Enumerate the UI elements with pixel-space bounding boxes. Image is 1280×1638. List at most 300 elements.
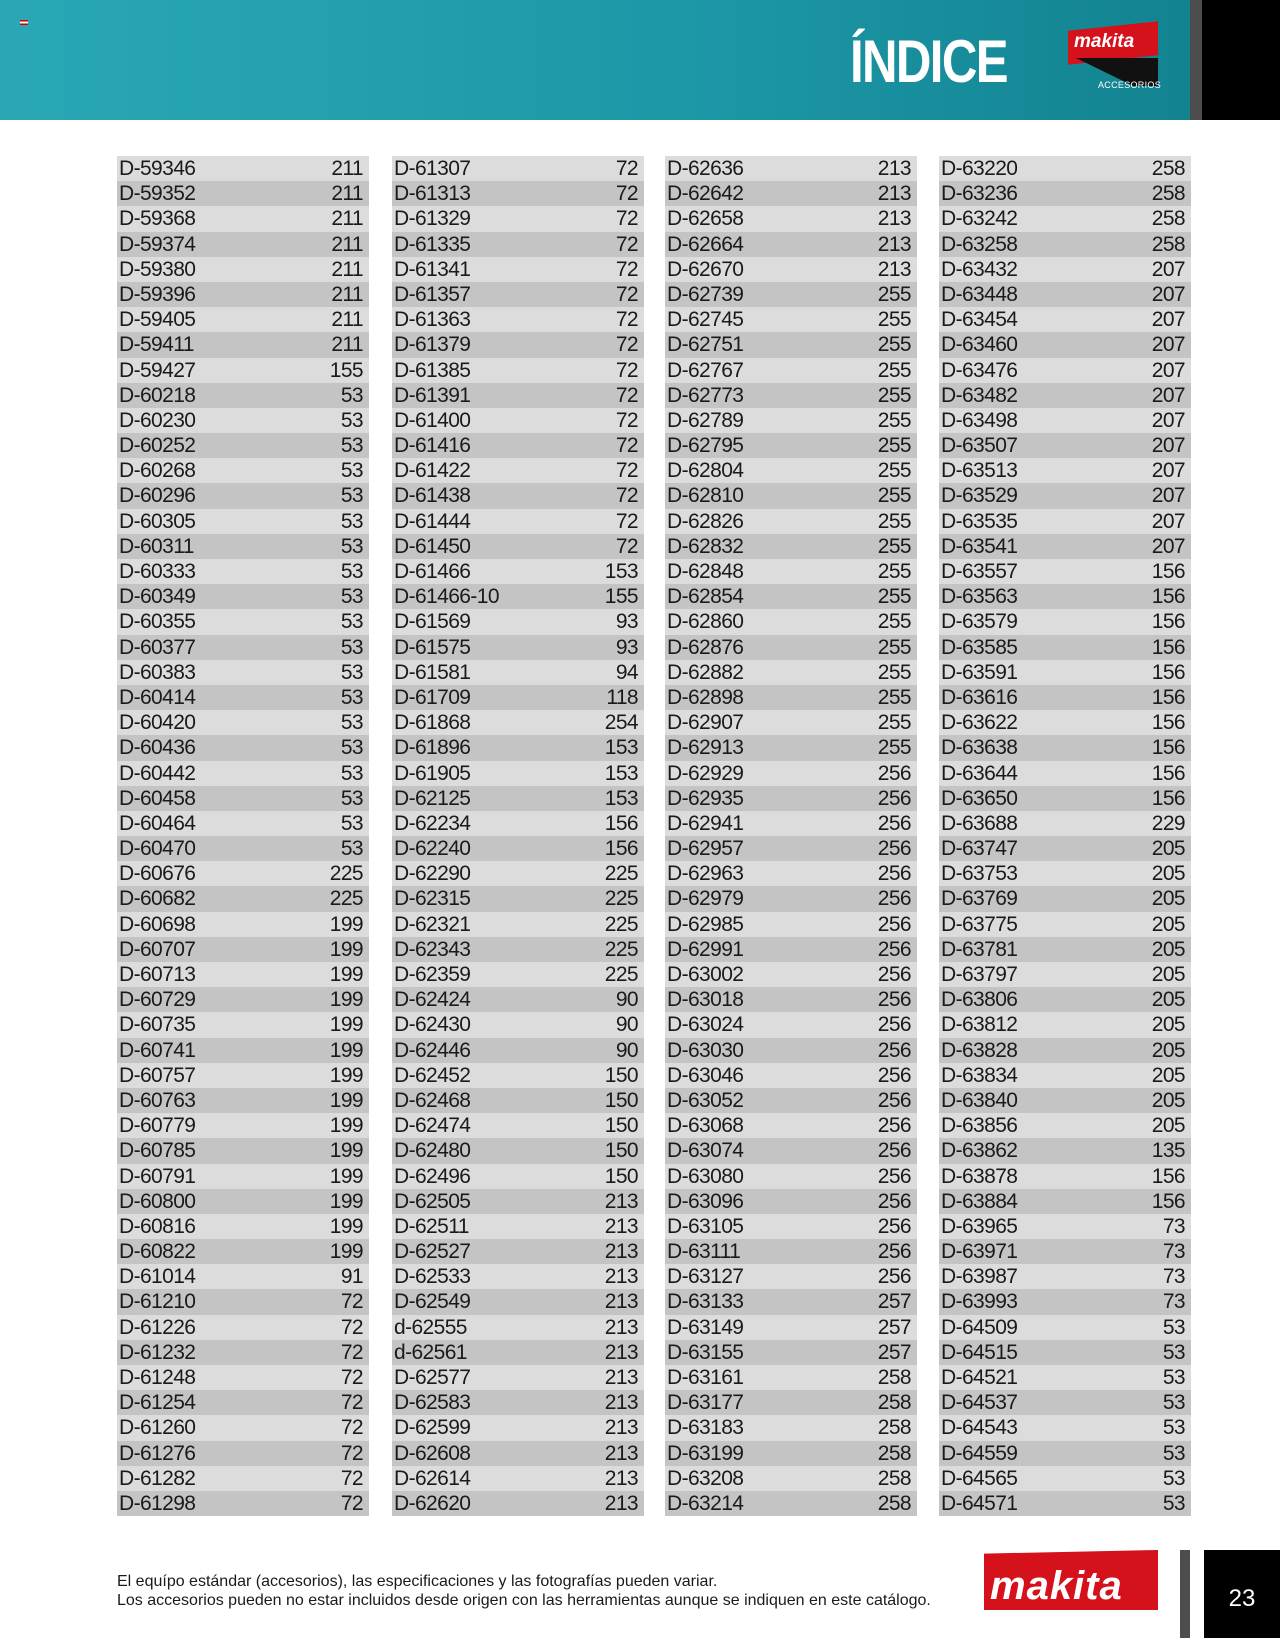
table-row bbox=[939, 509, 1191, 534]
table-row bbox=[117, 509, 369, 534]
table-row bbox=[392, 786, 644, 811]
product-code: D-60349 bbox=[119, 585, 196, 609]
product-code: D-60785 bbox=[119, 1139, 196, 1163]
table-row bbox=[665, 1289, 917, 1314]
product-code: D-62636 bbox=[667, 157, 744, 180]
product-code: D-61313 bbox=[394, 182, 471, 206]
page-reference: 199 bbox=[329, 1063, 363, 1087]
page-reference: 255 bbox=[877, 610, 911, 634]
page-reference: 53 bbox=[340, 434, 363, 458]
product-code: D-60218 bbox=[119, 383, 196, 407]
page-reference: 53 bbox=[340, 811, 363, 835]
table-row bbox=[392, 433, 644, 458]
table-row bbox=[939, 761, 1191, 786]
table-row bbox=[392, 1289, 644, 1314]
header-grey-stripe bbox=[1190, 0, 1202, 120]
product-code: D-63018 bbox=[667, 988, 744, 1012]
page-reference: 255 bbox=[877, 383, 911, 407]
product-code: D-63834 bbox=[941, 1063, 1018, 1087]
table-row bbox=[392, 1189, 644, 1214]
table-row bbox=[939, 861, 1191, 886]
product-code: D-62882 bbox=[667, 660, 744, 684]
table-row bbox=[117, 761, 369, 786]
table-row bbox=[392, 1239, 644, 1264]
product-code: D-62480 bbox=[394, 1139, 471, 1163]
product-code: D-61298 bbox=[119, 1491, 196, 1515]
table-row bbox=[939, 181, 1191, 206]
page-reference: 118 bbox=[606, 685, 638, 709]
page-reference: 72 bbox=[615, 207, 638, 231]
page-reference: 155 bbox=[329, 358, 363, 382]
product-code: D-63127 bbox=[667, 1265, 744, 1289]
page-reference: 153 bbox=[604, 560, 638, 583]
table-row bbox=[939, 1038, 1191, 1063]
table-row bbox=[392, 1415, 644, 1440]
page-reference: 199 bbox=[329, 1139, 363, 1163]
table-row bbox=[939, 1340, 1191, 1365]
product-code: D-62979 bbox=[667, 887, 744, 911]
page-reference: 257 bbox=[877, 1315, 911, 1339]
product-code: D-60822 bbox=[119, 1240, 196, 1264]
product-code: D-60383 bbox=[119, 660, 196, 684]
table-row bbox=[392, 257, 644, 282]
product-code: D-59427 bbox=[119, 358, 196, 382]
table-row bbox=[939, 1264, 1191, 1289]
page-reference: 150 bbox=[604, 1139, 638, 1163]
page-reference: 211 bbox=[331, 232, 363, 256]
table-row bbox=[939, 307, 1191, 332]
page-reference: 205 bbox=[1151, 988, 1185, 1012]
page-reference: 255 bbox=[877, 660, 911, 684]
page-reference: 213 bbox=[877, 257, 911, 281]
page-reference: 255 bbox=[877, 459, 911, 483]
product-code: D-60464 bbox=[119, 811, 196, 835]
product-code: D-63971 bbox=[941, 1240, 1018, 1264]
product-code: D-60698 bbox=[119, 912, 196, 936]
table-row bbox=[392, 458, 644, 483]
product-code: D-60420 bbox=[119, 711, 196, 735]
product-code: D-60682 bbox=[119, 887, 196, 911]
table-row bbox=[392, 1315, 644, 1340]
table-row bbox=[392, 282, 644, 307]
product-code: D-61581 bbox=[394, 660, 471, 684]
page-reference: 156 bbox=[604, 811, 638, 835]
page-reference: 205 bbox=[1151, 862, 1185, 886]
table-row bbox=[665, 358, 917, 383]
page-reference: 211 bbox=[331, 257, 363, 281]
page-reference: 53 bbox=[340, 837, 363, 861]
page-reference: 255 bbox=[877, 685, 911, 709]
table-row bbox=[117, 282, 369, 307]
table-row bbox=[392, 1264, 644, 1289]
page-reference: 225 bbox=[329, 862, 363, 886]
table-row bbox=[939, 1012, 1191, 1037]
table-row bbox=[665, 1390, 917, 1415]
table-row bbox=[392, 156, 644, 181]
product-code: D-62664 bbox=[667, 232, 744, 256]
page-reference: 256 bbox=[877, 1114, 911, 1138]
table-row bbox=[117, 811, 369, 836]
page-reference: 256 bbox=[877, 811, 911, 835]
page-reference: 257 bbox=[877, 1340, 911, 1364]
page-reference: 156 bbox=[1151, 761, 1185, 785]
product-code: D-62832 bbox=[667, 534, 744, 558]
page-reference: 255 bbox=[877, 282, 911, 306]
table-row bbox=[665, 710, 917, 735]
page-reference: 53 bbox=[1162, 1315, 1185, 1339]
product-code: D-61868 bbox=[394, 711, 471, 735]
page-reference: 205 bbox=[1151, 887, 1185, 911]
page-reference: 256 bbox=[877, 1164, 911, 1188]
table-row bbox=[665, 559, 917, 584]
product-code: D-63638 bbox=[941, 736, 1018, 760]
table-row bbox=[117, 232, 369, 257]
product-code: D-61400 bbox=[394, 408, 471, 432]
page-reference: 53 bbox=[340, 711, 363, 735]
page-reference: 256 bbox=[877, 761, 911, 785]
table-row bbox=[117, 1365, 369, 1390]
footer-line-1: El equípo estándar (accesorios), las especificaciones y las fotografías pueden variar. bbox=[117, 1573, 718, 1590]
page-reference: 53 bbox=[340, 761, 363, 785]
page-reference: 256 bbox=[877, 1038, 911, 1062]
makita-footer-logo bbox=[984, 1550, 1158, 1610]
table-row bbox=[939, 836, 1191, 861]
page-reference: 255 bbox=[877, 509, 911, 533]
product-code: D-62577 bbox=[394, 1366, 471, 1389]
table-row bbox=[939, 811, 1191, 836]
product-code: D-60707 bbox=[119, 937, 196, 961]
product-code: D-60763 bbox=[119, 1088, 196, 1112]
table-row bbox=[392, 886, 644, 911]
page-reference: 72 bbox=[615, 408, 638, 432]
table-row bbox=[665, 433, 917, 458]
product-code: D-62739 bbox=[667, 282, 744, 306]
page-reference: 156 bbox=[1151, 560, 1185, 583]
product-code: D-63052 bbox=[667, 1088, 744, 1112]
table-row bbox=[392, 307, 644, 332]
product-code: D-62789 bbox=[667, 408, 744, 432]
page-reference: 72 bbox=[340, 1290, 363, 1314]
page-reference: 255 bbox=[877, 534, 911, 558]
footer-disclaimer bbox=[117, 1572, 931, 1610]
page-reference: 255 bbox=[877, 711, 911, 735]
page-reference: 199 bbox=[329, 1164, 363, 1188]
product-code: D-62614 bbox=[394, 1466, 471, 1490]
table-row bbox=[392, 861, 644, 886]
product-code: D-61466-10 bbox=[394, 585, 499, 609]
product-code: D-62505 bbox=[394, 1189, 471, 1213]
product-code: D-63797 bbox=[941, 963, 1018, 986]
page-reference: 258 bbox=[877, 1441, 911, 1465]
product-code: D-62767 bbox=[667, 358, 744, 382]
table-row bbox=[939, 1214, 1191, 1239]
table-row bbox=[665, 232, 917, 257]
product-code: D-62854 bbox=[667, 585, 744, 609]
page-reference: 199 bbox=[329, 963, 363, 986]
product-code: D-60311 bbox=[119, 534, 194, 558]
product-code: D-61329 bbox=[394, 207, 471, 231]
page-reference: 256 bbox=[877, 1013, 911, 1037]
table-row bbox=[665, 609, 917, 634]
product-code: D-59396 bbox=[119, 282, 196, 306]
table-row bbox=[392, 735, 644, 760]
page-reference: 225 bbox=[604, 862, 638, 886]
product-code: D-61260 bbox=[119, 1416, 196, 1440]
page-reference: 225 bbox=[329, 887, 363, 911]
product-code: D-63529 bbox=[941, 484, 1018, 508]
product-code: D-62234 bbox=[394, 811, 471, 835]
product-code: D-64559 bbox=[941, 1441, 1018, 1465]
page-reference: 258 bbox=[1151, 157, 1185, 180]
table-row bbox=[392, 1138, 644, 1163]
product-code: D-63878 bbox=[941, 1164, 1018, 1188]
product-code: D-61210 bbox=[119, 1290, 196, 1314]
product-code: D-60230 bbox=[119, 408, 196, 432]
page-reference: 53 bbox=[340, 509, 363, 533]
page-reference: 53 bbox=[340, 736, 363, 760]
footer-line-2: Los accesorios pueden no estar incluidos desde origen con las herramientas aunque se indiquen en este catálogo. bbox=[117, 1592, 931, 1609]
product-code: D-63622 bbox=[941, 711, 1018, 735]
product-code: D-61363 bbox=[394, 308, 471, 332]
product-code: D-63002 bbox=[667, 963, 744, 986]
page-reference: 205 bbox=[1151, 912, 1185, 936]
page-reference: 213 bbox=[604, 1214, 638, 1238]
product-code: D-63828 bbox=[941, 1038, 1018, 1062]
product-code: D-63563 bbox=[941, 585, 1018, 609]
table-row bbox=[392, 358, 644, 383]
product-code: D-63208 bbox=[667, 1466, 744, 1490]
table-row bbox=[117, 685, 369, 710]
page-reference: 213 bbox=[604, 1466, 638, 1490]
page-reference: 213 bbox=[604, 1366, 638, 1389]
footer-grey-stripe bbox=[1180, 1550, 1190, 1638]
table-row bbox=[117, 1289, 369, 1314]
page-reference: 255 bbox=[877, 358, 911, 382]
product-code: D-60442 bbox=[119, 761, 196, 785]
page-reference: 207 bbox=[1151, 282, 1185, 306]
product-code: D-62991 bbox=[667, 937, 744, 961]
page-reference: 258 bbox=[1151, 232, 1185, 256]
table-row bbox=[939, 282, 1191, 307]
product-code: D-63214 bbox=[667, 1491, 744, 1515]
table-row bbox=[117, 609, 369, 634]
table-row bbox=[939, 1390, 1191, 1415]
product-code: D-60713 bbox=[119, 963, 196, 986]
table-row bbox=[939, 685, 1191, 710]
product-code: D-63096 bbox=[667, 1189, 744, 1213]
table-row bbox=[117, 1214, 369, 1239]
table-row bbox=[392, 332, 644, 357]
product-code: D-63591 bbox=[941, 660, 1018, 684]
table-row bbox=[392, 1038, 644, 1063]
table-row bbox=[939, 584, 1191, 609]
page-reference: 153 bbox=[604, 786, 638, 810]
table-row bbox=[665, 1441, 917, 1466]
product-code: D-63074 bbox=[667, 1139, 744, 1163]
product-code: D-62452 bbox=[394, 1063, 471, 1087]
table-row bbox=[117, 1012, 369, 1037]
table-row bbox=[392, 1340, 644, 1365]
product-code: D-62929 bbox=[667, 761, 744, 785]
page-reference: 72 bbox=[340, 1491, 363, 1515]
page-reference: 53 bbox=[340, 459, 363, 483]
table-row bbox=[939, 987, 1191, 1012]
table-row bbox=[117, 181, 369, 206]
page-reference: 199 bbox=[329, 1240, 363, 1264]
page-reference: 207 bbox=[1151, 333, 1185, 357]
table-row bbox=[665, 383, 917, 408]
table-row bbox=[939, 156, 1191, 181]
table-row bbox=[939, 1491, 1191, 1516]
product-code: D-64521 bbox=[941, 1366, 1018, 1389]
table-row bbox=[665, 811, 917, 836]
table-row bbox=[665, 1264, 917, 1289]
product-code: D-62848 bbox=[667, 560, 744, 583]
page-reference: 156 bbox=[1151, 660, 1185, 684]
table-row bbox=[392, 987, 644, 1012]
index-column-1 bbox=[117, 156, 369, 1516]
page-reference: 207 bbox=[1151, 358, 1185, 382]
table-row bbox=[939, 609, 1191, 634]
product-code: D-63775 bbox=[941, 912, 1018, 936]
page-reference: 72 bbox=[340, 1366, 363, 1389]
table-row bbox=[392, 181, 644, 206]
product-code: D-61379 bbox=[394, 333, 471, 357]
page-reference: 207 bbox=[1151, 434, 1185, 458]
product-code: D-63177 bbox=[667, 1391, 744, 1415]
page-reference: 72 bbox=[340, 1340, 363, 1364]
table-row bbox=[665, 1365, 917, 1390]
page-reference: 256 bbox=[877, 1139, 911, 1163]
product-code: D-63183 bbox=[667, 1416, 744, 1440]
product-code: D-63747 bbox=[941, 837, 1018, 861]
table-row bbox=[117, 660, 369, 685]
product-code: D-62985 bbox=[667, 912, 744, 936]
page-reference: 156 bbox=[1151, 585, 1185, 609]
product-code: D-63585 bbox=[941, 635, 1018, 659]
page-reference: 213 bbox=[604, 1265, 638, 1289]
page-reference: 205 bbox=[1151, 837, 1185, 861]
product-code: D-60252 bbox=[119, 434, 196, 458]
product-code: d-62561 bbox=[394, 1340, 467, 1364]
product-code: D-62620 bbox=[394, 1491, 471, 1515]
table-row bbox=[665, 1138, 917, 1163]
product-code: D-62359 bbox=[394, 963, 471, 986]
product-code: D-62963 bbox=[667, 862, 744, 886]
product-code: D-63769 bbox=[941, 887, 1018, 911]
table-row bbox=[392, 937, 644, 962]
table-row bbox=[939, 1113, 1191, 1138]
product-code: D-63155 bbox=[667, 1340, 744, 1364]
page-reference: 90 bbox=[615, 1013, 638, 1037]
flag-icon bbox=[20, 20, 28, 25]
product-code: D-62496 bbox=[394, 1164, 471, 1188]
table-row bbox=[392, 710, 644, 735]
product-code: D-62290 bbox=[394, 862, 471, 886]
product-code: D-61357 bbox=[394, 282, 471, 306]
table-row bbox=[117, 962, 369, 987]
table-row bbox=[665, 1113, 917, 1138]
table-row bbox=[392, 1164, 644, 1189]
page-reference: 53 bbox=[340, 560, 363, 583]
table-row bbox=[117, 786, 369, 811]
product-code: D-60791 bbox=[119, 1164, 196, 1188]
table-row bbox=[117, 987, 369, 1012]
table-row bbox=[665, 181, 917, 206]
page-reference: 90 bbox=[615, 988, 638, 1012]
page-reference: 213 bbox=[604, 1315, 638, 1339]
product-code: D-61466 bbox=[394, 560, 471, 583]
product-code: D-63258 bbox=[941, 232, 1018, 256]
product-code: D-62907 bbox=[667, 711, 744, 735]
product-code: D-64543 bbox=[941, 1416, 1018, 1440]
table-row bbox=[939, 257, 1191, 282]
table-row bbox=[939, 1365, 1191, 1390]
table-row bbox=[939, 332, 1191, 357]
page-reference: 150 bbox=[604, 1063, 638, 1087]
product-code: D-64565 bbox=[941, 1466, 1018, 1490]
page-reference: 135 bbox=[1151, 1139, 1185, 1163]
page-reference: 73 bbox=[1162, 1240, 1185, 1264]
table-row bbox=[665, 1239, 917, 1264]
page-reference: 156 bbox=[1151, 1164, 1185, 1188]
page-reference: 255 bbox=[877, 635, 911, 659]
makita-accesorios-logo bbox=[1068, 22, 1160, 88]
product-code: D-62826 bbox=[667, 509, 744, 533]
index-column-4 bbox=[939, 156, 1191, 1516]
page-reference: 53 bbox=[1162, 1441, 1185, 1465]
table-row bbox=[939, 559, 1191, 584]
table-row bbox=[392, 584, 644, 609]
product-code: D-61422 bbox=[394, 459, 471, 483]
page-reference: 199 bbox=[329, 1013, 363, 1037]
table-row bbox=[117, 1189, 369, 1214]
product-code: D-62583 bbox=[394, 1391, 471, 1415]
table-row bbox=[392, 1491, 644, 1516]
page-reference: 199 bbox=[329, 1114, 363, 1138]
product-code: D-63812 bbox=[941, 1013, 1018, 1037]
table-row bbox=[392, 1113, 644, 1138]
table-row bbox=[117, 332, 369, 357]
table-row bbox=[392, 609, 644, 634]
table-row bbox=[392, 534, 644, 559]
page-reference: 53 bbox=[1162, 1416, 1185, 1440]
page-reference: 255 bbox=[877, 560, 911, 583]
page-reference: 256 bbox=[877, 1214, 911, 1238]
page-reference: 156 bbox=[1151, 1189, 1185, 1213]
product-code: D-63781 bbox=[941, 937, 1018, 961]
page-reference: 73 bbox=[1162, 1290, 1185, 1314]
table-row bbox=[392, 1063, 644, 1088]
table-row bbox=[117, 735, 369, 760]
table-row bbox=[939, 660, 1191, 685]
page-reference: 256 bbox=[877, 1063, 911, 1087]
page-reference: 72 bbox=[615, 308, 638, 332]
product-code: D-63448 bbox=[941, 282, 1018, 306]
table-row bbox=[117, 1390, 369, 1415]
page-reference: 256 bbox=[877, 1265, 911, 1289]
product-code: D-63856 bbox=[941, 1114, 1018, 1138]
page-reference: 207 bbox=[1151, 308, 1185, 332]
product-code: D-60735 bbox=[119, 1013, 196, 1037]
table-row bbox=[665, 786, 917, 811]
table-row bbox=[117, 1038, 369, 1063]
product-code: D-61391 bbox=[394, 383, 471, 407]
product-code: D-63993 bbox=[941, 1290, 1018, 1314]
table-row bbox=[939, 1466, 1191, 1491]
table-row bbox=[665, 408, 917, 433]
product-code: D-62642 bbox=[667, 182, 744, 206]
